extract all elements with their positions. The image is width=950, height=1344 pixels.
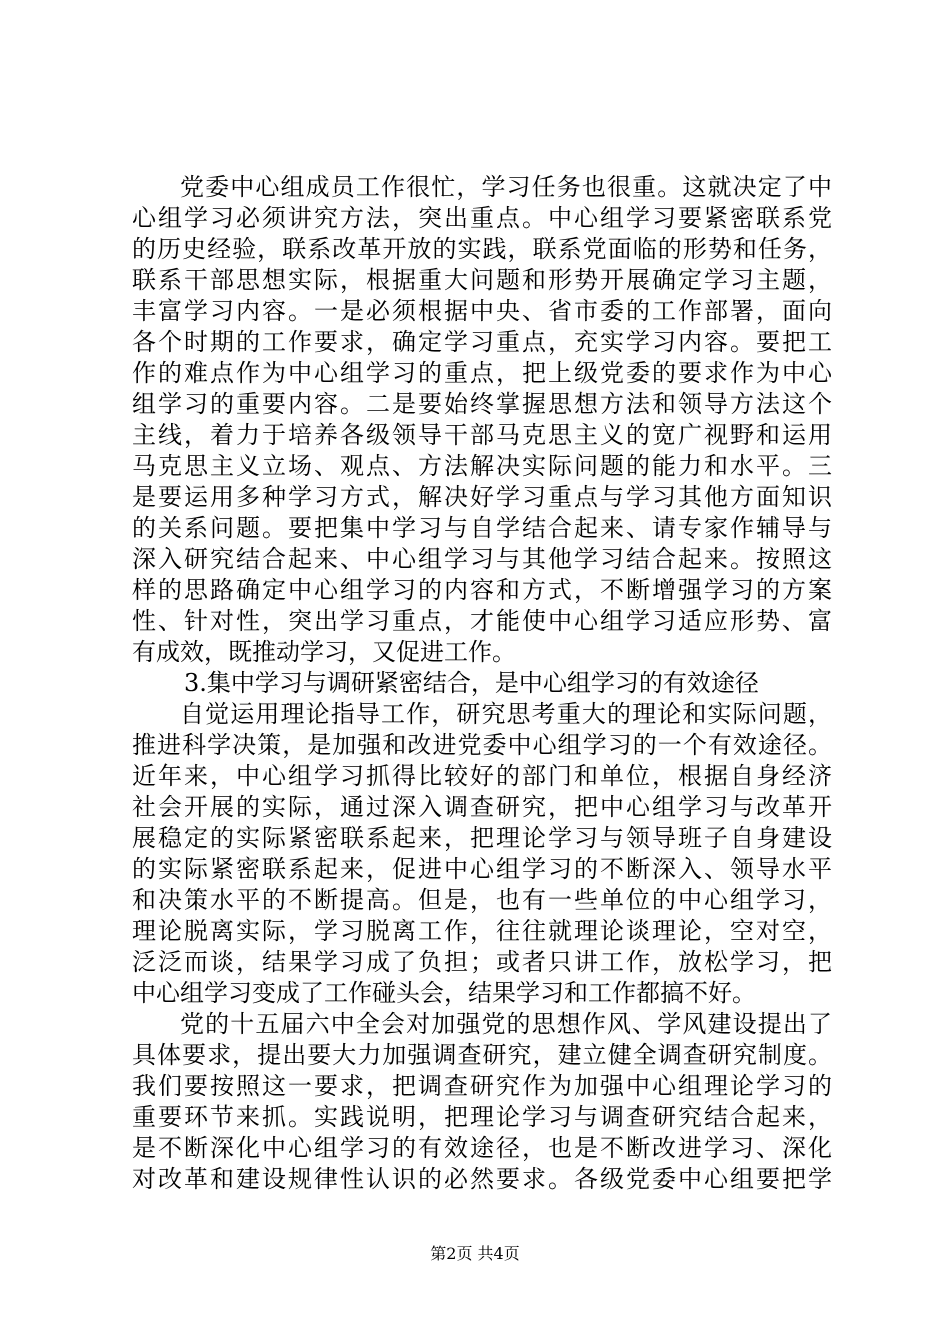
text-line: 样的思路确定中心组学习的内容和方式，不断增强学习的方案 — [132, 576, 832, 604]
text-line: 有成效，既推动学习，又促进工作。 — [132, 638, 516, 666]
text-line: 马克思主义立场、观点、方法解决实际问题的能力和水平。三 — [132, 452, 832, 480]
document-body — [132, 172, 832, 1195]
text-line: 是要运用多种学习方式，解决好学习重点与学习其他方面知识 — [132, 483, 832, 511]
text-line: 推进科学决策，是加强和改进党委中心组学习的一个有效途径。 — [132, 731, 832, 759]
text-line: 组学习的重要内容。二是要始终掌握思想方法和领导方法这个 — [132, 390, 832, 418]
section-heading: 3.集中学习与调研紧密结合，是中心组学习的有效途径 — [184, 669, 759, 697]
text-line: 的实际紧密联系起来，促进中心组学习的不断深入、领导水平 — [132, 855, 832, 883]
text-line: 党委中心组成员工作很忙，学习任务也很重。这就决定了中 — [180, 173, 832, 201]
text-line: 作的难点作为中心组学习的重点，把上级党委的要求作为中心 — [132, 359, 832, 387]
text-line: 和决策水平的不断提高。但是，也有一些单位的中心组学习， — [132, 886, 832, 914]
text-line: 是不断深化中心组学习的有效途径，也是不断改进学习、深化 — [132, 1134, 832, 1162]
text-line: 深入研究结合起来、中心组学习与其他学习结合起来。按照这 — [132, 545, 832, 573]
text-line: 社会开展的实际，通过深入调查研究，把中心组学习与改革开 — [132, 793, 832, 821]
text-line: 性、针对性，突出学习重点，才能使中心组学习适应形势、富 — [132, 607, 832, 635]
text-line: 具体要求，提出要大力加强调查研究，建立健全调查研究制度。 — [132, 1041, 832, 1069]
text-line: 心组学习必须讲究方法，突出重点。中心组学习要紧密联系党 — [132, 204, 832, 232]
text-line: 各个时期的工作要求，确定学习重点，充实学习内容。要把工 — [132, 328, 832, 356]
text-line: 自觉运用理论指导工作，研究思考重大的理论和实际问题， — [180, 700, 832, 728]
text-line: 中心组学习变成了工作碰头会，结果学习和工作都搞不好。 — [132, 979, 756, 1007]
text-line: 对改革和建设规律性认识的必然要求。各级党委中心组要把学 — [132, 1165, 832, 1193]
text-line: 我们要按照这一要求，把调查研究作为加强中心组理论学习的 — [132, 1072, 832, 1100]
text-line: 展稳定的实际紧密联系起来，把理论学习与领导班子自身建设 — [132, 824, 832, 852]
text-line: 重要环节来抓。实践说明，把理论学习与调查研究结合起来， — [132, 1103, 832, 1131]
text-line: 泛泛而谈，结果学习成了负担；或者只讲工作，放松学习，把 — [132, 948, 832, 976]
text-line: 丰富学习内容。一是必须根据中央、省市委的工作部署，面向 — [132, 297, 832, 325]
text-line: 理论脱离实际，学习脱离工作，往往就理论谈理论，空对空， — [132, 917, 832, 945]
text-line: 党的十五届六中全会对加强党的思想作风、学风建设提出了 — [180, 1010, 832, 1038]
text-line: 的关系问题。要把集中学习与自学结合起来、请专家作辅导与 — [132, 514, 832, 542]
text-line: 主线，着力于培养各级领导干部马克思主义的宽广视野和运用 — [132, 421, 832, 449]
text-line: 的历史经验，联系改革开放的实践，联系党面临的形势和任务， — [132, 235, 832, 263]
page-footer: 第2页 共4页 — [430, 1244, 520, 1263]
text-line: 联系干部思想实际，根据重大问题和形势开展确定学习主题， — [132, 266, 832, 294]
text-line: 近年来，中心组学习抓得比较好的部门和单位，根据自身经济 — [132, 762, 832, 790]
